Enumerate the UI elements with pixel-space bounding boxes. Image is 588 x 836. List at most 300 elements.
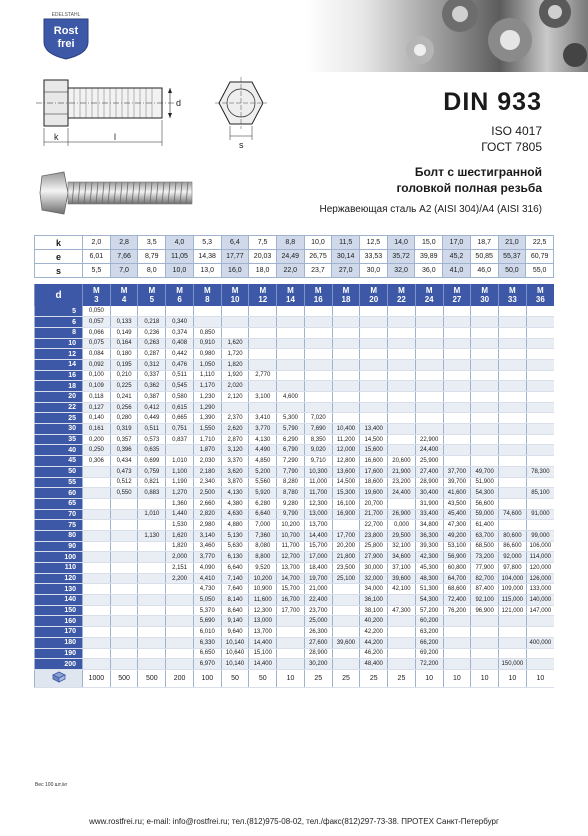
weight-cell: 0,075 bbox=[83, 338, 111, 349]
weight-cell: 37,700 bbox=[443, 466, 471, 477]
weight-cell bbox=[415, 392, 443, 403]
weight-cell bbox=[193, 317, 221, 328]
weight-cell: 1,270 bbox=[166, 488, 194, 499]
weight-cell: 1,390 bbox=[193, 413, 221, 424]
weight-cell: 5,050 bbox=[193, 595, 221, 606]
package-qty-cell: 200 bbox=[166, 669, 194, 687]
weight-cell: 1,170 bbox=[193, 381, 221, 392]
weight-cell bbox=[388, 402, 416, 413]
dims-cell: 13,0 bbox=[193, 264, 221, 278]
weight-cell bbox=[471, 306, 499, 317]
weight-cell: 0,615 bbox=[166, 402, 194, 413]
weight-cell: 3,460 bbox=[193, 541, 221, 552]
length-cell: 170 bbox=[35, 627, 83, 638]
table-row bbox=[35, 445, 555, 456]
weight-cell: 2,120 bbox=[221, 392, 249, 403]
weight-cell: 91,000 bbox=[526, 509, 554, 520]
length-cell: 160 bbox=[35, 616, 83, 627]
dims-cell: 7,5 bbox=[249, 236, 277, 250]
weight-cell: 24,400 bbox=[415, 445, 443, 456]
weight-cell: 1,360 bbox=[166, 498, 194, 509]
weight-cell bbox=[138, 605, 166, 616]
weight-cell bbox=[415, 327, 443, 338]
weight-cell: 14,400 bbox=[249, 659, 277, 670]
dims-cell: 6,01 bbox=[83, 250, 111, 264]
table-row bbox=[35, 563, 555, 574]
package-qty-cell: 10 bbox=[526, 669, 554, 687]
weight-cell bbox=[388, 359, 416, 370]
weight-cell: 14,400 bbox=[304, 530, 332, 541]
weight-cell: 54,300 bbox=[415, 595, 443, 606]
weight-cell bbox=[138, 648, 166, 659]
weight-cell bbox=[166, 445, 194, 456]
weight-cell bbox=[415, 402, 443, 413]
weight-cell bbox=[526, 349, 554, 360]
weight-cell bbox=[443, 616, 471, 627]
weight-cell: 22,900 bbox=[415, 434, 443, 445]
weight-cell: 400,000 bbox=[526, 637, 554, 648]
table-row bbox=[35, 434, 555, 445]
weight-cell bbox=[360, 359, 388, 370]
weight-cell: 150,000 bbox=[499, 659, 527, 670]
table-row bbox=[35, 573, 555, 584]
weight-cell: 3,120 bbox=[221, 445, 249, 456]
weight-cell: 13,700 bbox=[304, 520, 332, 531]
weight-cell bbox=[277, 637, 305, 648]
length-cell: 10 bbox=[35, 338, 83, 349]
weight-cell: 15,300 bbox=[332, 488, 360, 499]
weight-cell: 0,821 bbox=[138, 477, 166, 488]
weight-cell: 34,000 bbox=[360, 584, 388, 595]
weight-cell bbox=[332, 359, 360, 370]
weight-cell: 5,790 bbox=[277, 424, 305, 435]
weight-cell: 1,550 bbox=[193, 424, 221, 435]
weight-cell: 63,200 bbox=[415, 627, 443, 638]
weight-cell bbox=[471, 349, 499, 360]
weight-cell: 1,190 bbox=[166, 477, 194, 488]
weight-cell bbox=[443, 413, 471, 424]
dims-cell: 30,0 bbox=[360, 264, 388, 278]
weight-cell bbox=[249, 338, 277, 349]
weight-cell bbox=[110, 306, 138, 317]
weight-cell: 21,700 bbox=[360, 509, 388, 520]
package-qty-cell: 25 bbox=[388, 669, 416, 687]
size-header: M 8 bbox=[193, 284, 221, 306]
weight-cell: 121,000 bbox=[499, 605, 527, 616]
table-row bbox=[35, 498, 555, 509]
table-row bbox=[35, 659, 555, 670]
weight-cell: 49,200 bbox=[443, 530, 471, 541]
weight-cell bbox=[360, 306, 388, 317]
weight-cell bbox=[471, 359, 499, 370]
weight-cell: 147,000 bbox=[526, 605, 554, 616]
weight-cell: 0,442 bbox=[166, 349, 194, 360]
weight-cell: 13,700 bbox=[249, 627, 277, 638]
weight-cell: 0,476 bbox=[166, 359, 194, 370]
weight-cell bbox=[166, 616, 194, 627]
weight-cell: 96,900 bbox=[471, 605, 499, 616]
weight-cell: 0,084 bbox=[83, 349, 111, 360]
weight-cell: 51,300 bbox=[415, 584, 443, 595]
weight-cell bbox=[388, 659, 416, 670]
weight-cell: 2,620 bbox=[221, 424, 249, 435]
weight-cell: 0,140 bbox=[83, 413, 111, 424]
weight-cell: 1,620 bbox=[166, 530, 194, 541]
weight-cell: 10,700 bbox=[277, 530, 305, 541]
dims-cell: 5,5 bbox=[83, 264, 111, 278]
weight-cell: 0,396 bbox=[110, 445, 138, 456]
bolt-technical-drawing bbox=[30, 72, 310, 162]
weight-cell: 13,700 bbox=[277, 563, 305, 574]
dims-cell: 7,0 bbox=[110, 264, 138, 278]
weight-cell bbox=[471, 659, 499, 670]
weight-cell: 3,410 bbox=[249, 413, 277, 424]
weight-table bbox=[34, 284, 554, 688]
dims-cell: 20,03 bbox=[249, 250, 277, 264]
weight-cell bbox=[304, 381, 332, 392]
weight-cell: 27,900 bbox=[360, 552, 388, 563]
weight-cell: 30,000 bbox=[360, 563, 388, 574]
weight-cell: 16,100 bbox=[332, 498, 360, 509]
weight-cell bbox=[471, 392, 499, 403]
weight-cell bbox=[415, 381, 443, 392]
weight-cell: 3,770 bbox=[249, 424, 277, 435]
weight-cell: 32,000 bbox=[360, 573, 388, 584]
weight-cell: 0,337 bbox=[138, 370, 166, 381]
weight-cell bbox=[471, 637, 499, 648]
weight-cell: 92,100 bbox=[471, 595, 499, 606]
weight-cell bbox=[110, 627, 138, 638]
weight-cell bbox=[499, 477, 527, 488]
weight-cell bbox=[415, 359, 443, 370]
weight-cell bbox=[388, 349, 416, 360]
weight-cell: 97,800 bbox=[499, 563, 527, 574]
package-qty-cell: 10 bbox=[471, 669, 499, 687]
weight-cell bbox=[277, 370, 305, 381]
weight-cell bbox=[138, 563, 166, 574]
weight-cell bbox=[110, 573, 138, 584]
dims-cell: 6,4 bbox=[221, 236, 249, 250]
weight-cell: 0,050 bbox=[83, 306, 111, 317]
weight-cell bbox=[166, 306, 194, 317]
weight-cell bbox=[332, 520, 360, 531]
dims-cell: 14,38 bbox=[193, 250, 221, 264]
weight-cell bbox=[277, 627, 305, 638]
weight-cell bbox=[83, 477, 111, 488]
weight-cell: 48,400 bbox=[360, 659, 388, 670]
weight-cell: 5,630 bbox=[221, 541, 249, 552]
length-cell: 140 bbox=[35, 595, 83, 606]
weight-cell bbox=[277, 359, 305, 370]
dims-cell: 21,0 bbox=[498, 236, 526, 250]
weight-cell: 2,340 bbox=[193, 477, 221, 488]
table-row bbox=[35, 413, 555, 424]
weight-cell: 39,300 bbox=[415, 541, 443, 552]
weight-cell: 0,092 bbox=[83, 359, 111, 370]
weight-cell bbox=[388, 648, 416, 659]
weight-cell bbox=[83, 573, 111, 584]
weight-cell bbox=[332, 392, 360, 403]
weight-cell: 19,600 bbox=[360, 488, 388, 499]
table-row bbox=[35, 552, 555, 563]
table-row bbox=[35, 530, 555, 541]
weight-cell bbox=[277, 402, 305, 413]
weight-cell bbox=[138, 616, 166, 627]
size-header: M 14 bbox=[277, 284, 305, 306]
weight-cell bbox=[499, 413, 527, 424]
weight-cell: 85,100 bbox=[526, 488, 554, 499]
weight-cell bbox=[499, 317, 527, 328]
weight-cell bbox=[443, 648, 471, 659]
weight-cell: 6,790 bbox=[277, 445, 305, 456]
weight-cell: 56,600 bbox=[471, 498, 499, 509]
length-cell: 150 bbox=[35, 605, 83, 616]
weight-cell bbox=[360, 392, 388, 403]
weight-cell bbox=[443, 306, 471, 317]
weight-cell bbox=[388, 424, 416, 435]
weight-cell bbox=[277, 349, 305, 360]
weight-cell: 25,900 bbox=[415, 456, 443, 467]
weight-cell: 20,600 bbox=[388, 456, 416, 467]
weight-cell: 3,620 bbox=[221, 466, 249, 477]
weight-cell bbox=[471, 413, 499, 424]
weight-cell: 0,580 bbox=[166, 392, 194, 403]
weight-cell: 57,200 bbox=[415, 605, 443, 616]
weight-cell: 60,200 bbox=[415, 616, 443, 627]
weight-cell bbox=[332, 402, 360, 413]
weight-cell: 0,180 bbox=[110, 349, 138, 360]
weight-cell: 2,770 bbox=[249, 370, 277, 381]
weight-cell: 2,000 bbox=[166, 552, 194, 563]
dims-cell: 30,14 bbox=[332, 250, 360, 264]
package-qty-cell: 25 bbox=[332, 669, 360, 687]
weight-cell bbox=[388, 627, 416, 638]
bolt-photo bbox=[38, 168, 198, 218]
weight-cell bbox=[138, 552, 166, 563]
weight-cell bbox=[388, 637, 416, 648]
table-row bbox=[35, 456, 555, 467]
weight-cell: 109,000 bbox=[499, 584, 527, 595]
weight-cell: 42,100 bbox=[388, 584, 416, 595]
weight-cell bbox=[277, 616, 305, 627]
weight-cell: 13,600 bbox=[332, 466, 360, 477]
weight-cell bbox=[110, 605, 138, 616]
dims-cell: 46,0 bbox=[470, 264, 498, 278]
weight-cell: 0,883 bbox=[138, 488, 166, 499]
dims-cell: 18,7 bbox=[470, 236, 498, 250]
weight-cell bbox=[526, 338, 554, 349]
weight-cell bbox=[110, 530, 138, 541]
weight-cell bbox=[499, 616, 527, 627]
weight-cell bbox=[332, 413, 360, 424]
size-header: M 6 bbox=[166, 284, 194, 306]
label-l: l bbox=[114, 132, 116, 142]
weight-cell bbox=[138, 659, 166, 670]
weight-cell: 3,100 bbox=[249, 392, 277, 403]
weight-cell bbox=[304, 349, 332, 360]
weight-cell: 1,620 bbox=[221, 338, 249, 349]
weight-cell: 18,400 bbox=[304, 563, 332, 574]
weight-cell: 73,200 bbox=[471, 552, 499, 563]
weight-cell: 0,306 bbox=[83, 456, 111, 467]
length-cell: 110 bbox=[35, 563, 83, 574]
weight-cell: 0,241 bbox=[110, 392, 138, 403]
weight-cell: 38,100 bbox=[360, 605, 388, 616]
weight-cell: 48,300 bbox=[415, 573, 443, 584]
weight-cell: 3,370 bbox=[221, 456, 249, 467]
weight-cell bbox=[304, 402, 332, 413]
weight-cell: 4,730 bbox=[193, 584, 221, 595]
length-cell: 5 bbox=[35, 306, 83, 317]
table-row bbox=[35, 595, 555, 606]
weight-cell: 30,400 bbox=[415, 488, 443, 499]
dims-label: k bbox=[35, 236, 83, 250]
weight-cell bbox=[471, 445, 499, 456]
weight-cell: 0,161 bbox=[83, 424, 111, 435]
table-row bbox=[35, 359, 555, 370]
weight-cell: 8,140 bbox=[221, 595, 249, 606]
weight-cell bbox=[304, 338, 332, 349]
weight-cell bbox=[110, 498, 138, 509]
weight-cell: 72,400 bbox=[443, 595, 471, 606]
weight-cell bbox=[471, 338, 499, 349]
length-cell: 8 bbox=[35, 327, 83, 338]
product-name-line1: Болт с шестигранной bbox=[414, 165, 542, 179]
weight-cell: 4,880 bbox=[221, 520, 249, 531]
weight-cell: 3,870 bbox=[221, 477, 249, 488]
svg-text:Rost: Rost bbox=[53, 25, 79, 37]
weight-cell bbox=[277, 327, 305, 338]
weight-cell: 10,140 bbox=[221, 659, 249, 670]
weight-cell: 60,800 bbox=[443, 563, 471, 574]
weight-cell bbox=[499, 434, 527, 445]
label-k: k bbox=[54, 132, 59, 142]
weight-cell: 2,660 bbox=[193, 498, 221, 509]
length-cell: 190 bbox=[35, 648, 83, 659]
rostfrei-logo bbox=[38, 10, 94, 60]
weight-cell: 34,800 bbox=[415, 520, 443, 531]
table-row bbox=[35, 541, 555, 552]
table-row bbox=[35, 616, 555, 627]
weight-cell bbox=[110, 616, 138, 627]
dims-cell: 23,7 bbox=[304, 264, 332, 278]
weight-cell: 6,330 bbox=[193, 637, 221, 648]
weight-cell: 17,000 bbox=[304, 552, 332, 563]
weight-cell: 7,360 bbox=[249, 530, 277, 541]
weight-cell bbox=[526, 306, 554, 317]
weight-cell: 0,218 bbox=[138, 317, 166, 328]
weight-cell: 16,900 bbox=[332, 509, 360, 520]
weight-cell: 36,100 bbox=[360, 595, 388, 606]
weight-cell bbox=[388, 338, 416, 349]
weight-cell: 17,700 bbox=[332, 530, 360, 541]
weight-cell bbox=[304, 370, 332, 381]
weight-cell: 5,370 bbox=[193, 605, 221, 616]
dims-cell: 22,0 bbox=[276, 264, 304, 278]
weight-cell: 45,300 bbox=[415, 563, 443, 574]
package-qty-cell: 500 bbox=[110, 669, 138, 687]
dims-cell: 36,0 bbox=[415, 264, 443, 278]
weight-cell: 0,118 bbox=[83, 392, 111, 403]
weight-cell: 22,400 bbox=[304, 595, 332, 606]
weight-cell bbox=[83, 627, 111, 638]
weight-cell: 77,900 bbox=[471, 563, 499, 574]
weight-cell: 1,870 bbox=[193, 445, 221, 456]
package-qty-cell: 10 bbox=[415, 669, 443, 687]
weight-cell: 0,545 bbox=[166, 381, 194, 392]
package-qty-cell: 50 bbox=[221, 669, 249, 687]
weight-cell: 39,600 bbox=[388, 573, 416, 584]
weight-cell: 42,200 bbox=[360, 627, 388, 638]
weight-cell: 0,195 bbox=[110, 359, 138, 370]
weight-cell: 0,263 bbox=[138, 338, 166, 349]
weight-cell bbox=[526, 359, 554, 370]
weight-cell bbox=[110, 520, 138, 531]
weight-cell bbox=[277, 381, 305, 392]
weight-cell: 23,200 bbox=[388, 477, 416, 488]
table-row bbox=[35, 306, 555, 317]
weight-cell bbox=[360, 338, 388, 349]
table-row bbox=[35, 520, 555, 531]
weight-cell bbox=[221, 327, 249, 338]
weight-cell: 7,140 bbox=[221, 573, 249, 584]
weight-cell bbox=[388, 317, 416, 328]
weight-cell bbox=[415, 338, 443, 349]
weight-cell: 45,400 bbox=[443, 509, 471, 520]
dims-cell: 35,72 bbox=[387, 250, 415, 264]
weight-cell bbox=[110, 509, 138, 520]
weight-cell bbox=[110, 648, 138, 659]
dims-cell: 55,0 bbox=[526, 264, 554, 278]
weight-cell bbox=[332, 317, 360, 328]
weight-cell bbox=[110, 659, 138, 670]
weight-cell bbox=[360, 370, 388, 381]
weight-cell: 10,200 bbox=[277, 520, 305, 531]
weight-cell bbox=[166, 627, 194, 638]
package-qty-cell: 25 bbox=[304, 669, 332, 687]
weight-cell bbox=[110, 552, 138, 563]
dims-cell: 50,0 bbox=[498, 264, 526, 278]
weight-cell bbox=[526, 381, 554, 392]
weight-cell bbox=[499, 445, 527, 456]
weight-cell: 9,020 bbox=[304, 445, 332, 456]
weight-cell: 104,000 bbox=[499, 573, 527, 584]
weight-cell: 0,837 bbox=[166, 434, 194, 445]
table-row bbox=[35, 317, 555, 328]
weight-cell bbox=[499, 488, 527, 499]
weight-cell: 54,300 bbox=[471, 488, 499, 499]
weight-cell: 0,200 bbox=[83, 434, 111, 445]
weight-cell bbox=[166, 595, 194, 606]
weight-cell: 28,900 bbox=[304, 648, 332, 659]
weight-cell bbox=[83, 648, 111, 659]
weight-cell bbox=[443, 359, 471, 370]
dims-cell: 60,79 bbox=[526, 250, 554, 264]
dims-cell: 10,0 bbox=[166, 264, 194, 278]
dims-cell: 39,89 bbox=[415, 250, 443, 264]
weight-cell bbox=[526, 402, 554, 413]
dims-row-s bbox=[35, 264, 554, 278]
table-row bbox=[35, 477, 555, 488]
weight-cell bbox=[499, 456, 527, 467]
table-row bbox=[35, 509, 555, 520]
header-nuts-image bbox=[300, 0, 588, 72]
weight-cell: 0,287 bbox=[138, 349, 166, 360]
package-qty-cell: 10 bbox=[499, 669, 527, 687]
weight-cell: 10,900 bbox=[249, 584, 277, 595]
weight-cell bbox=[499, 637, 527, 648]
weight-cell: 0,225 bbox=[110, 381, 138, 392]
